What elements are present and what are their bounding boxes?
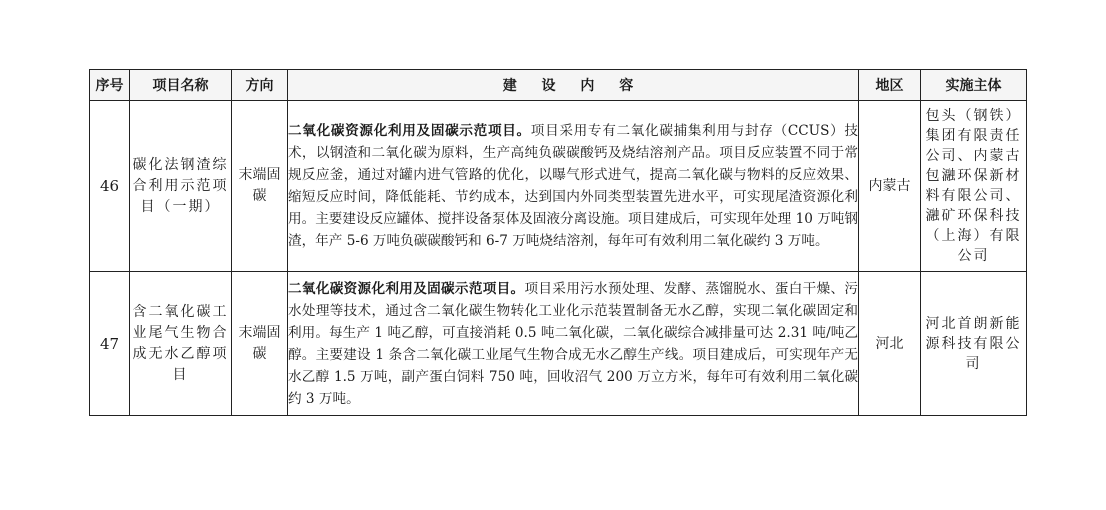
- row-region: 内蒙古: [859, 101, 921, 272]
- header-region: 地区: [859, 70, 921, 101]
- row-content-lead: 二氧化碳资源化利用及固碳示范项目。: [288, 280, 525, 297]
- row-content-lead: 二氧化碳资源化利用及固碳示范项目。: [288, 123, 531, 139]
- row-direction: 末端固碳: [232, 101, 288, 272]
- row-no: 46: [90, 101, 130, 272]
- row-content-body: 项目采用污水预处理、发酵、蒸馏脱水、蛋白干燥、污水处理等技术，通过含二氧化碳生物转化工业化示范装置制备无水乙醇，实现二氧化碳固定和利用。每生产 1 吨乙醇，可直接消耗 0.5 吨二氧化碳，二氧化碳综合减排量可达 2.31 吨/吨乙醇。主要建设 1 条含二氧化碳工业尾气生物合成无水乙醇生产线。项目建成后，可实现年产无水乙醇 1.5 万吨，副产蛋白饲料 750 吨，回收沼气 200 万立方米，每年可有效利用二氧化碳约 3 万吨。: [288, 280, 859, 407]
- table-row: [90, 272, 1027, 416]
- row-org: 包头（钢铁）集团有限责任公司、内蒙古包瀜环保新材料有限公司、瀜矿环保科技（上海）有限公司: [921, 101, 1027, 272]
- row-direction: 末端固碳: [232, 272, 288, 416]
- row-content: [288, 101, 859, 272]
- row-content-body: 项目采用专有二氧化碳捕集利用与封存（CCUS）技术，以钢渣和二氧化碳为原料，生产高纯负碳碳酸钙及烧结溶剂产品。项目反应装置不同于常规反应釜，通过对罐内进气管路的优化，以曝气形式进气，提高二氧化碳与物料的反应效果、缩短反应时间，降低能耗、节约成本，达到国内外同类型装置先进水平，可实现尾渣资源化利用。主要建设反应罐体、搅拌设备泵体及固液分离设施。项目建成后，可实现年处理 10 万吨钢渣，年产 5-6 万吨负碳碳酸钙和 6-7 万吨烧结溶剂，每年可有效利用二氧化碳约 3 万吨。: [288, 123, 859, 249]
- row-content: [288, 272, 859, 416]
- header-name: 项目名称: [130, 70, 232, 101]
- row-region: 河北: [859, 272, 921, 416]
- header-direction: 方向: [232, 70, 288, 101]
- header-no: 序号: [90, 70, 130, 101]
- row-project-name: 含二氧化碳工业尾气生物合成无水乙醇项目: [130, 272, 232, 416]
- header-content: 建 设 内 容: [288, 70, 859, 101]
- table-row: [90, 101, 1027, 272]
- row-no: 47: [90, 272, 130, 416]
- row-project-name: 碳化法钢渣综合利用示范项目（一期）: [130, 101, 232, 272]
- header-row: [90, 70, 1027, 101]
- header-org: 实施主体: [921, 70, 1027, 101]
- row-org: 河北首朗新能源科技有限公司: [921, 272, 1027, 416]
- project-table: [89, 69, 1027, 416]
